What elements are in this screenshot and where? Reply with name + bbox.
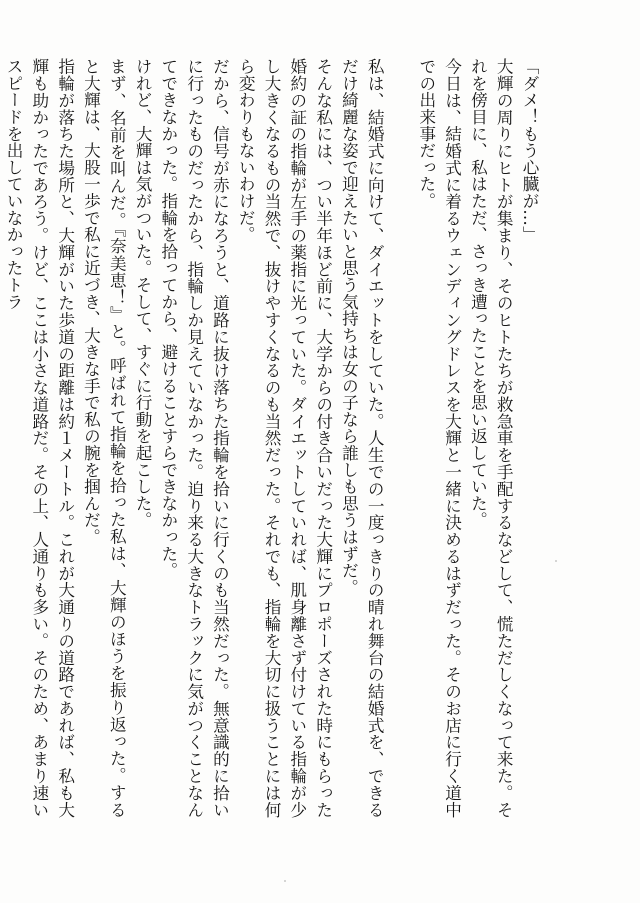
paragraph-3: 今日は、結婚式に着るウェンディングドレスを大輝と一緒に決めるはずだった。そのお店に行く道中での出来事だった。	[416, 58, 462, 818]
paragraph-5: そんな私には、つい半年ほど前に、大学からの付き合いだった大輝にプロポーズされた時にもらった婚約の証の指輪が左手の薬指に光っていた。ダイエットしていれば、肌身離さず付けている指輪が少し大きくなるもの当然で、抜けやすくなるのも当然だった。それでも、指輪を大切に扱うことには何ら変わりもないわけだ。	[236, 58, 333, 818]
paragraph-1: 「ダメ！もう心臓が…」	[520, 58, 539, 243]
paragraph-4: 私は、結婚式に向けて、ダイエットをしていた。人生での一度っきりの晴れ舞台の結婚式を、できるだけ綺麗な姿で迎えたいと思う気持ちは女の子なら誰しも思うはずだ。	[339, 58, 385, 818]
paragraph-8: まず、名前を叫んだ。『奈美恵！』と。呼ばれて指輪を拾った私は、大輝のほうを振り返った。すると大輝は、大股一歩で私に近づき、大きな手で私の腕を掴んだ。	[81, 58, 127, 818]
paragraph-7: けれど、大輝は気がついた。そして、すぐに行動を起こした。	[133, 58, 153, 529]
paragraph-9: 指輪が落ちた場所と、大輝がいた歩道の距離は約１メートル。これが大通りの道路であれば、私も大輝も助かったであろう。けど、ここは小さな道路だ。その上、人通りも多い。そのため、あまり速いスピードを出していなかったトラ	[4, 58, 75, 818]
scan-speck	[555, 560, 557, 562]
paragraph-6: だから、信号が赤になろうと、道路に抜け落ちた指輪を拾いに行くのも当然だった。無意識的に拾いに行ったものだったから、指輪しか見えていなかった。迫り来る大きなトラックに気がつくことなんてできなかった。指輪を拾ってから、避けることすらできなかった。	[158, 58, 230, 818]
scan-speck	[284, 880, 286, 882]
vertical-text-body	[0, 58, 542, 818]
paragraph-2: 大輝の周りにヒトが集まり、そのヒトたちが救急車を手配するなどして、慌ただしくなって来た。それを傍目に、私はただ、さっき遭ったことを思い返していた。	[468, 58, 514, 818]
